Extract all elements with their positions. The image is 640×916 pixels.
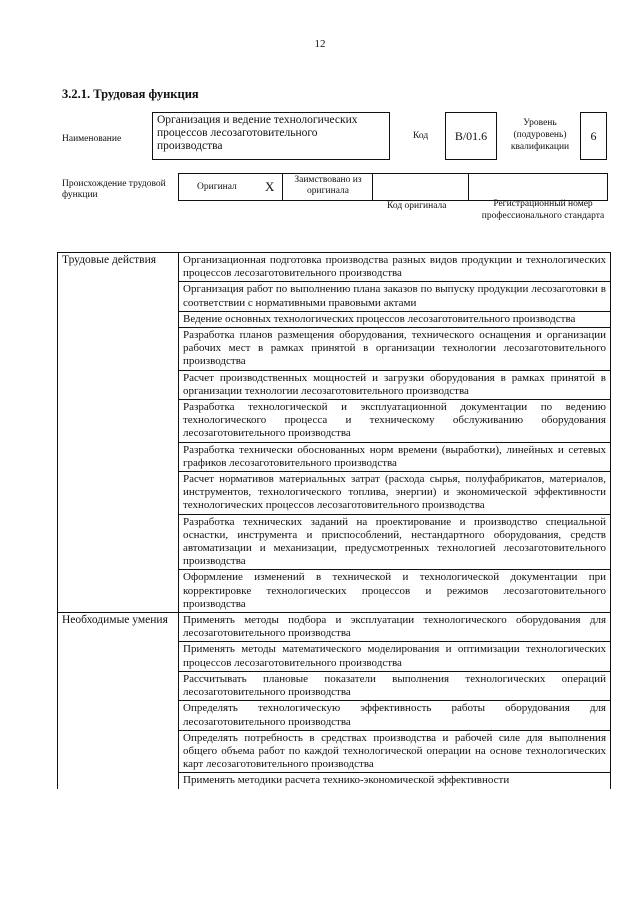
table-row (58, 253, 611, 282)
original-label: Оригинал (197, 182, 237, 192)
skill-item: Применять методики расчета технико-экономической эффективности (179, 773, 611, 789)
skill-item: Рассчитывать плановые показатели выполнения технологических операций лесозаготовительного производства (179, 671, 611, 700)
code-label: Код (413, 131, 429, 141)
labor-action-item: Разработка технологической и эксплуатационной документации по ведению технологического процесса и техническому обслуживанию оборудования лесозаготовительного производства (179, 400, 611, 443)
section-title: 3.2.1. Трудовая функция (62, 87, 199, 101)
skill-item: Определять потребность в средствах производства и рабочей силе для выполнения общего объема работ по каждой технологической операции на основе технологических карт лесозаготовительного производства (179, 730, 611, 773)
labor-function-table (57, 252, 611, 789)
level-label: Уровень (подуровень) квалификации (510, 118, 570, 152)
labor-action-item: Разработка технических заданий на проектирование и производство специальной оснастки, инструмента и приспособлений, нестандартного оборудования, средств автоматизации и механизации, предусмотренных технологией лесозаготовительного производства (179, 514, 611, 570)
skill-item: Применять методы математического моделирования и оптимизации технологических процессов лесозаготовительного производства (179, 642, 611, 671)
skill-item: Определять технологическую эффективность работы оборудования для лесозаготовительного производства (179, 701, 611, 730)
labor-action-item: Разработка планов размещения оборудования, технического оснащения и организации рабочих мест в рамках принятой в организации технологии лесозаготовительного производства (179, 328, 611, 371)
page-number: 12 (314, 38, 326, 50)
table-row (58, 613, 611, 642)
labor-action-item: Оформление изменений в технической и технологической документации при корректировке технологических процессов и режимов лесозаготовительного производства (179, 570, 611, 613)
labor-action-item: Разработка технически обоснованных норм времени (выработки), линейных и сетевых графиков лесозаготовительного производства (179, 442, 611, 471)
labor-actions-heading: Трудовые действия (58, 253, 179, 613)
required-skills-heading: Необходимые умения (58, 613, 179, 789)
reg-number-label: Регистрационный номер профессионального стандарта (481, 199, 605, 221)
labor-action-item: Организационная подготовка производства разных видов продукции и технологических процессов лесозаготовительного производства (179, 253, 611, 282)
origin-row (178, 173, 608, 201)
name-label: Наименование (62, 134, 122, 144)
borrowed-label: Заимствовано из оригинала (294, 175, 362, 196)
origin-label: Происхождение трудовой функции (62, 179, 166, 200)
skill-item: Применять методы подбора и эксплуатации технологического оборудования для лесозаготовительного производства (179, 613, 611, 642)
function-code-box: В/01.6 (445, 112, 497, 160)
labor-action-item: Организация работ по выполнению плана заказов по выпуску продукции лесозаготовки в соответствии с нормативными правовыми актами (179, 282, 611, 311)
function-name-box: Организация и ведение технологических процессов лесозаготовительного производства (152, 112, 390, 160)
labor-action-item: Ведение основных технологических процессов лесозаготовительного производства (179, 311, 611, 327)
qualification-level-box: 6 (580, 112, 607, 160)
original-mark: Х (265, 179, 275, 194)
labor-action-item: Расчет нормативов материальных затрат (расхода сырья, полуфабрикатов, материалов, инструментов, технологического топлива, энергии) и экономической эффективности технологических процессов лесозаготовительного производства (179, 472, 611, 515)
labor-action-item: Расчет производственных мощностей и загрузки оборудования в рамках принятой в организации технологии лесозаготовительного производства (179, 370, 611, 399)
code-original-label: Код оригинала (387, 201, 447, 211)
